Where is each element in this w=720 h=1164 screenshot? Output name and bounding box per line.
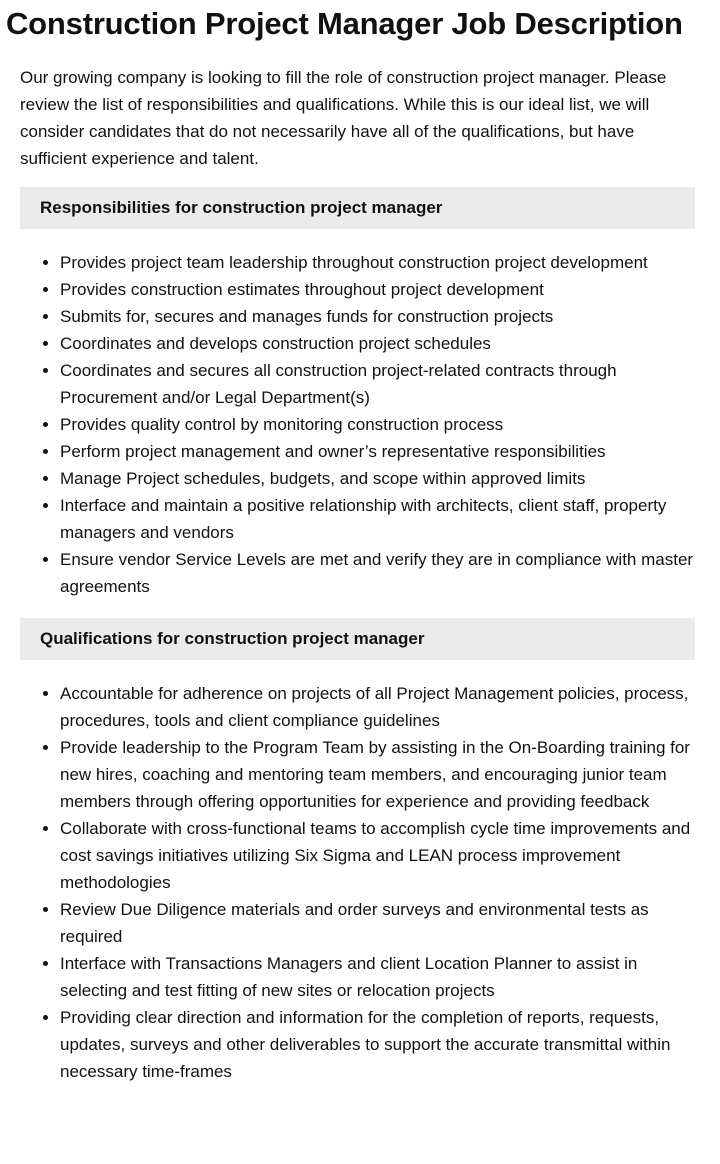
list-item: • Provide leadership to the Program Team by assisting in the On-Boarding training for new hires, coaching and mentoring team members, and encouraging junior team members through offering opportunities for experience and providing feedback (60, 734, 695, 815)
list-item: • Manage Project schedules, budgets, and scope within approved limits (60, 465, 695, 492)
list-item: • Perform project management and owner’s representative responsibilities (60, 438, 695, 465)
list-item: • Coordinates and develops construction project schedules (60, 330, 695, 357)
list-item: • Ensure vendor Service Levels are met and verify they are in compliance with master agreements (60, 546, 695, 600)
list-item: • Accountable for adherence on projects of all Project Management policies, process, procedures, tools and client compliance guidelines (60, 680, 695, 734)
qualifications-list (20, 680, 695, 1085)
list-item: • Coordinates and secures all construction project-related contracts through Procurement and/or Legal Department(s) (60, 357, 695, 411)
list-item: • Submits for, secures and manages funds for construction projects (60, 303, 695, 330)
list-item: • Interface with Transactions Managers and client Location Planner to assist in selecting and test fitting of new sites or relocation projects (60, 950, 695, 1004)
list-item: • Collaborate with cross-functional teams to accomplish cycle time improvements and cost savings initiatives utilizing Six Sigma and LEAN process improvement methodologies (60, 815, 695, 896)
list-item: • Provides project team leadership throughout construction project development (60, 249, 695, 276)
list-item: • Interface and maintain a positive relationship with architects, client staff, property managers and vendors (60, 492, 695, 546)
responsibilities-heading: Responsibilities for construction project manager (20, 187, 695, 229)
qualifications-heading: Qualifications for construction project manager (20, 618, 695, 660)
page-title: Construction Project Manager Job Description (6, 6, 683, 41)
intro-paragraph: Our growing company is looking to fill the role of construction project manager. Please review the list of responsibilities and qualifications. While this is our ideal list, we will consider candidates that do not necessarily have all of the qualifications, but have sufficient experience and talent. (20, 68, 667, 168)
list-item: • Provides quality control by monitoring construction process (60, 411, 695, 438)
list-item: • Provides construction estimates throughout project development (60, 276, 695, 303)
responsibilities-list (20, 249, 695, 600)
list-item: • Providing clear direction and information for the completion of reports, requests, updates, surveys and other deliverables to support the accurate transmittal within necessary time-frames (60, 1004, 695, 1085)
list-item: • Review Due Diligence materials and order surveys and environmental tests as required (60, 896, 695, 950)
